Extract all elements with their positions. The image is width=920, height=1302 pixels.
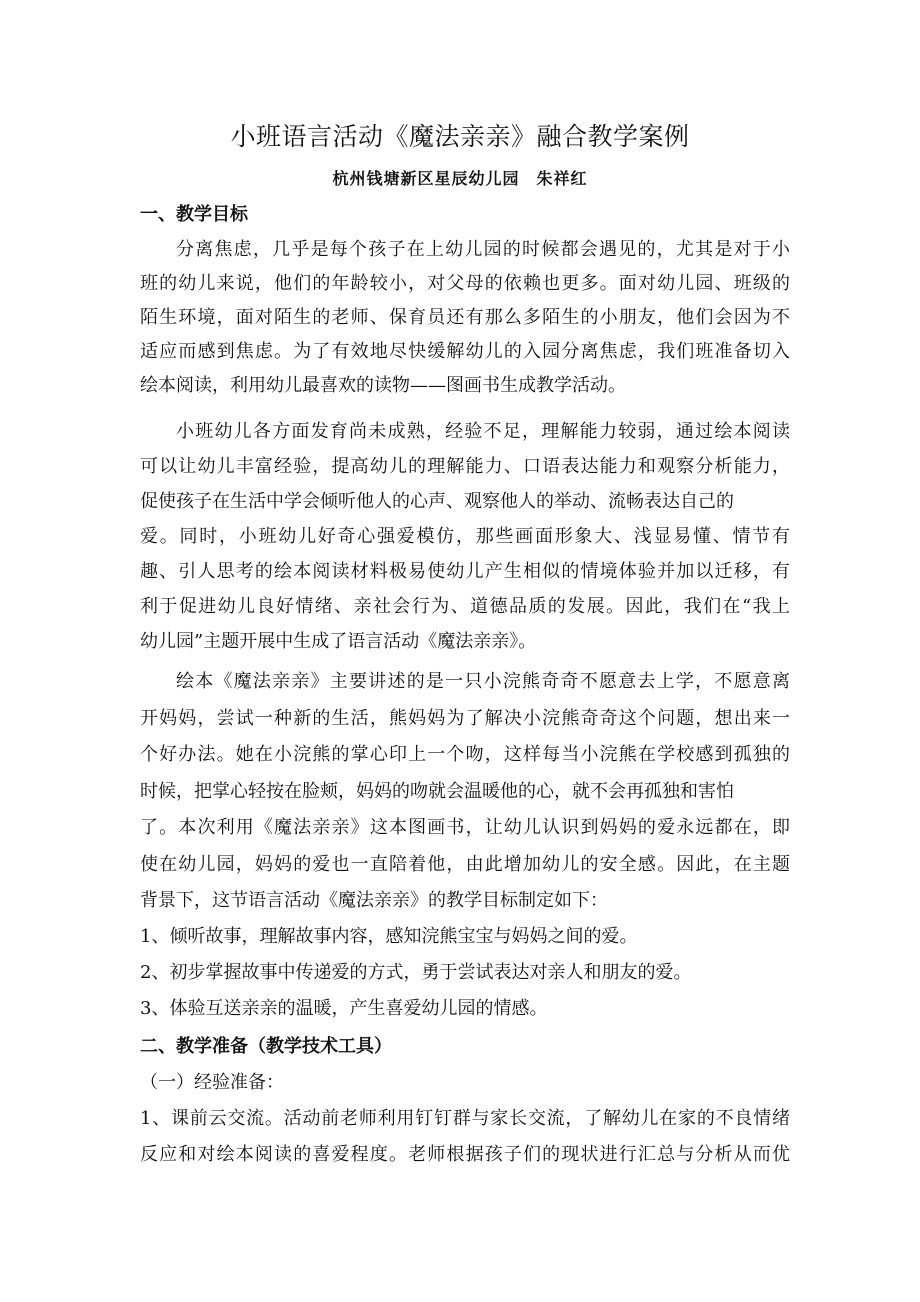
paragraph-line: 利于促进幼儿良好情绪、亲社会行为、道德品质的发展。因此，我们在“我上 xyxy=(140,596,790,617)
paragraph-line: 班的幼儿来说，他们的年龄较小，对父母的依赖也更多。面对幼儿园、班级的 xyxy=(140,273,790,294)
paragraph-line: 个好办法。她在小浣熊的掌心印上一个吻，这样每当小浣熊在学校感到孤独的 xyxy=(140,744,790,765)
document-title: 小班语言活动《魔法亲亲》融合教学案例 xyxy=(230,122,690,151)
paragraph-line: 时候，把掌心轻按在脸颊，妈妈的吻就会温暖他的心，就不会再孤独和害怕 xyxy=(140,781,734,802)
paragraph-line: 适应而感到焦虑。为了有效地尽快缓解幼儿的入园分离焦虑，我们班准备切入 xyxy=(140,341,790,362)
goal-item-1: 1、倾听故事，理解故事内容，感知浣熊宝宝与妈妈之间的爱。 xyxy=(140,926,638,947)
paragraph-line: 开妈妈，尝试一种新的生活，熊妈妈为了解决小浣熊奇奇这个问题，想出来一 xyxy=(140,708,790,729)
paragraph-line: 趣、引人思考的绘本阅读材料极易使幼儿产生相似的情境体验并加以迁移，有 xyxy=(140,561,790,582)
paragraph-line: 背景下，这节语言活动《魔法亲亲》的教学目标制定如下： xyxy=(140,890,608,911)
paragraph-line: 幼儿园”主题开展中生成了语言活动《魔法亲亲》。 xyxy=(140,631,537,652)
paragraph-line: 绘本阅读，利用幼儿最喜欢的读物——图画书生成教学活动。 xyxy=(140,375,626,396)
paragraph-line: 反应和对绘本阅读的喜爱程度。老师根据孩子们的现状进行汇总与分析从而优 xyxy=(140,1144,790,1165)
paragraph-line: 陌生环境，面对陌生的老师、保育员还有那么多陌生的小朋友，他们会因为不 xyxy=(140,307,790,328)
goal-item-2: 2、初步掌握故事中传递爱的方式，勇于尝试表达对亲人和朋友的爱。 xyxy=(140,962,692,983)
author-line: 杭州钱塘新区星辰幼儿园 朱祥红 xyxy=(332,169,588,188)
paragraph-line: 1、课前云交流。活动前老师利用钉钉群与家长交流，了解幼儿在家的不良情绪 xyxy=(140,1108,790,1129)
section-heading-goals: 一、教学目标 xyxy=(140,204,248,225)
paragraph-line: 可以让幼儿丰富经验，提高幼儿的理解能力、口语表达能力和观察分析能力， xyxy=(140,456,790,477)
subsection-heading: （一）经验准备： xyxy=(140,1072,284,1093)
paragraph-line: 绘本《魔法亲亲》主要讲述的是一只小浣熊奇奇不愿意去上学，不愿意离 xyxy=(176,671,790,692)
paragraph-line: 爱。同时，小班幼儿好奇心强爱模仿，那些画面形象大、浅显易懂、情节有 xyxy=(140,526,790,547)
paragraph-line: 促使孩子在生活中学会倾听他人的心声、观察他人的举动、流畅表达自己的 xyxy=(140,491,734,512)
paragraph-line: 了。本次利用《魔法亲亲》这本图画书，让幼儿认识到妈妈的爱永远都在，即 xyxy=(140,817,790,838)
goal-item-3: 3、体验互送亲亲的温暖，产生喜爱幼儿园的情感。 xyxy=(140,998,548,1019)
section-heading-preparation: 二、教学准备（教学技术工具） xyxy=(140,1036,392,1057)
paragraph-line: 小班幼儿各方面发育尚未成熟，经验不足，理解能力较弱，通过绘本阅读 xyxy=(176,421,790,442)
paragraph-line: 使在幼儿园，妈妈的爱也一直陪着他，由此增加幼儿的安全感。因此，在主题 xyxy=(140,854,790,875)
paragraph-line: 分离焦虑，几乎是每个孩子在上幼儿园的时候都会遇见的，尤其是对于小 xyxy=(176,239,790,260)
